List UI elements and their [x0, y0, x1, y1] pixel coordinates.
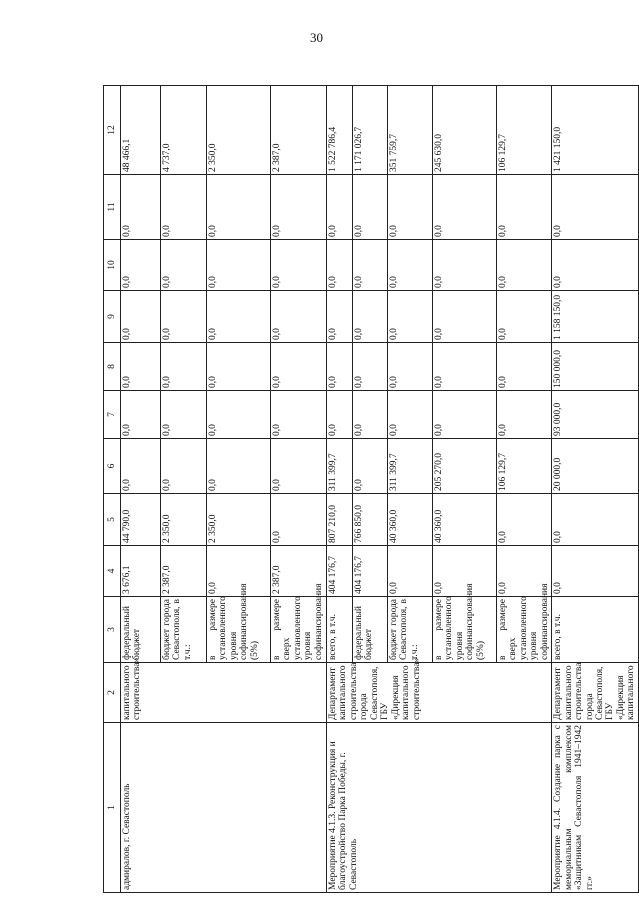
executor: Департамент капитального строительства города Севастополя, ГБУ «Дирекция капитального [552, 663, 639, 723]
value-cell: 0,0 [271, 175, 327, 240]
value-cell: 0,0 [121, 391, 161, 439]
value-cell: 0,0 [353, 175, 388, 240]
value-cell: 0,0 [353, 240, 388, 291]
value-cell: 0,0 [388, 175, 433, 240]
funding-source: в размере установленного уровня софинансирования (5%) [207, 597, 271, 663]
funding-source: бюджет города Севастополя, в т.ч.: [388, 597, 433, 663]
value-cell: 0,0 [388, 546, 433, 597]
column-number: 7 [104, 391, 121, 439]
value-cell: 106 129,7 [497, 439, 552, 494]
value-cell: 20 000,0 [552, 439, 639, 494]
value-cell: 0,0 [353, 343, 388, 391]
value-cell: 0,0 [271, 439, 327, 494]
value-cell: 0,0 [207, 391, 271, 439]
value-cell: 0,0 [433, 175, 497, 240]
value-cell: 0,0 [121, 240, 161, 291]
value-cell: 0,0 [121, 175, 161, 240]
value-cell: 0,0 [327, 175, 353, 240]
value-cell: 245 630,0 [433, 86, 497, 175]
value-cell: 0,0 [161, 439, 207, 494]
value-cell: 1 522 786,4 [327, 86, 353, 175]
value-cell: 0,0 [497, 291, 552, 343]
funding-source: бюджет города Севастополя, в т.ч.: [161, 597, 207, 663]
value-cell: 0,0 [271, 240, 327, 291]
value-cell: 44 790,0 [121, 494, 161, 546]
column-number: 2 [104, 663, 121, 723]
value-cell: 2 387,0 [161, 546, 207, 597]
funding-source: в размере сверх установленного уровня софинансирования [271, 597, 327, 663]
value-cell: 0,0 [161, 391, 207, 439]
value-cell: 0,0 [552, 546, 639, 597]
value-cell: 93 000,0 [552, 391, 639, 439]
value-cell: 0,0 [327, 391, 353, 439]
value-cell: 0,0 [327, 291, 353, 343]
value-cell: 0,0 [353, 439, 388, 494]
value-cell: 0,0 [388, 343, 433, 391]
value-cell: 0,0 [497, 391, 552, 439]
value-cell: 0,0 [388, 240, 433, 291]
column-number: 1 [104, 723, 121, 893]
value-cell: 1 421 150,0 [552, 86, 639, 175]
value-cell: 48 466,1 [121, 86, 161, 175]
value-cell: 0,0 [433, 291, 497, 343]
value-cell: 0,0 [552, 494, 639, 546]
funding-source: федеральный бюджет [353, 597, 388, 663]
value-cell: 2 350,0 [207, 86, 271, 175]
value-cell: 0,0 [121, 439, 161, 494]
funding-source: федеральный бюджет [121, 597, 161, 663]
page-number: 30 [310, 30, 323, 45]
funding-source: в размере установленного уровня софинансирования (5%) [433, 597, 497, 663]
value-cell: 0,0 [497, 494, 552, 546]
executor: Департамент капитального строительства города Севастополя, ГБУ «Дирекция капитального строительства» [327, 663, 552, 723]
table-row [327, 86, 353, 893]
budget-table [103, 85, 639, 893]
value-cell: 0,0 [161, 343, 207, 391]
value-cell: 0,0 [552, 240, 639, 291]
value-cell: 311 399,7 [388, 439, 433, 494]
value-cell: 0,0 [327, 240, 353, 291]
value-cell: 0,0 [388, 391, 433, 439]
value-cell: 0,0 [207, 240, 271, 291]
value-cell: 2 350,0 [161, 494, 207, 546]
value-cell: 0,0 [497, 343, 552, 391]
value-cell: 311 399,7 [327, 439, 353, 494]
value-cell: 0,0 [353, 291, 388, 343]
value-cell: 205 270,0 [433, 439, 497, 494]
value-cell: 1 171 026,7 [353, 86, 388, 175]
value-cell: 1 158 150,0 [552, 291, 639, 343]
value-cell: 0,0 [121, 343, 161, 391]
measure-name: Мероприятие 4.1.3. Реконструкция и благоустройство Парка Победы, г. Севастополь [327, 723, 552, 893]
column-number: 4 [104, 546, 121, 597]
column-number: 11 [104, 175, 121, 240]
value-cell: 351 759,7 [388, 86, 433, 175]
value-cell: 0,0 [271, 494, 327, 546]
value-cell: 766 850,0 [353, 494, 388, 546]
value-cell: 0,0 [207, 439, 271, 494]
value-cell: 150 000,0 [552, 343, 639, 391]
column-number: 10 [104, 240, 121, 291]
value-cell: 0,0 [271, 391, 327, 439]
value-cell: 0,0 [433, 546, 497, 597]
column-number: 5 [104, 494, 121, 546]
value-cell: 0,0 [327, 343, 353, 391]
executor: капитального строительства» [121, 663, 327, 723]
value-cell: 0,0 [271, 291, 327, 343]
value-cell: 404 176,7 [353, 546, 388, 597]
table-row [121, 86, 161, 893]
budget-table-rotated [103, 86, 637, 893]
value-cell: 40 360,0 [388, 494, 433, 546]
value-cell: 0,0 [552, 175, 639, 240]
value-cell: 0,0 [433, 343, 497, 391]
value-cell: 0,0 [207, 175, 271, 240]
value-cell: 40 360,0 [433, 494, 497, 546]
value-cell: 0,0 [207, 546, 271, 597]
value-cell: 0,0 [121, 291, 161, 343]
column-number: 3 [104, 597, 121, 663]
column-number: 6 [104, 439, 121, 494]
value-cell: 106 129,7 [497, 86, 552, 175]
value-cell: 404 176,7 [327, 546, 353, 597]
value-cell: 0,0 [388, 291, 433, 343]
funding-source: в размере сверх установленного уровня софинансирования [497, 597, 552, 663]
column-number: 9 [104, 291, 121, 343]
column-number: 8 [104, 343, 121, 391]
measure-name: адмиралов, г. Севастополь [121, 723, 327, 893]
column-number: 12 [104, 86, 121, 175]
value-cell: 4 737,0 [161, 86, 207, 175]
column-number-row [104, 86, 121, 893]
value-cell: 0,0 [207, 343, 271, 391]
value-cell: 0,0 [161, 240, 207, 291]
value-cell: 0,0 [161, 175, 207, 240]
funding-source: всего, в т.ч. [327, 597, 353, 663]
value-cell: 2 350,0 [207, 494, 271, 546]
value-cell: 2 387,0 [271, 86, 327, 175]
measure-name: Мероприятие 4.1.4. Создание парка с мемориальным комплексом «Защитникам Севастополя 1941–1942 гг.» [552, 723, 639, 893]
value-cell: 0,0 [497, 240, 552, 291]
value-cell: 0,0 [433, 240, 497, 291]
table-row [552, 86, 639, 893]
value-cell: 0,0 [353, 391, 388, 439]
value-cell: 807 210,0 [327, 494, 353, 546]
value-cell: 0,0 [207, 291, 271, 343]
value-cell: 3 676,1 [121, 546, 161, 597]
value-cell: 0,0 [271, 343, 327, 391]
value-cell: 0,0 [161, 291, 207, 343]
value-cell: 2 387,0 [271, 546, 327, 597]
funding-source: всего, в т.ч. [552, 597, 639, 663]
value-cell: 0,0 [497, 546, 552, 597]
value-cell: 0,0 [497, 175, 552, 240]
value-cell: 0,0 [433, 391, 497, 439]
